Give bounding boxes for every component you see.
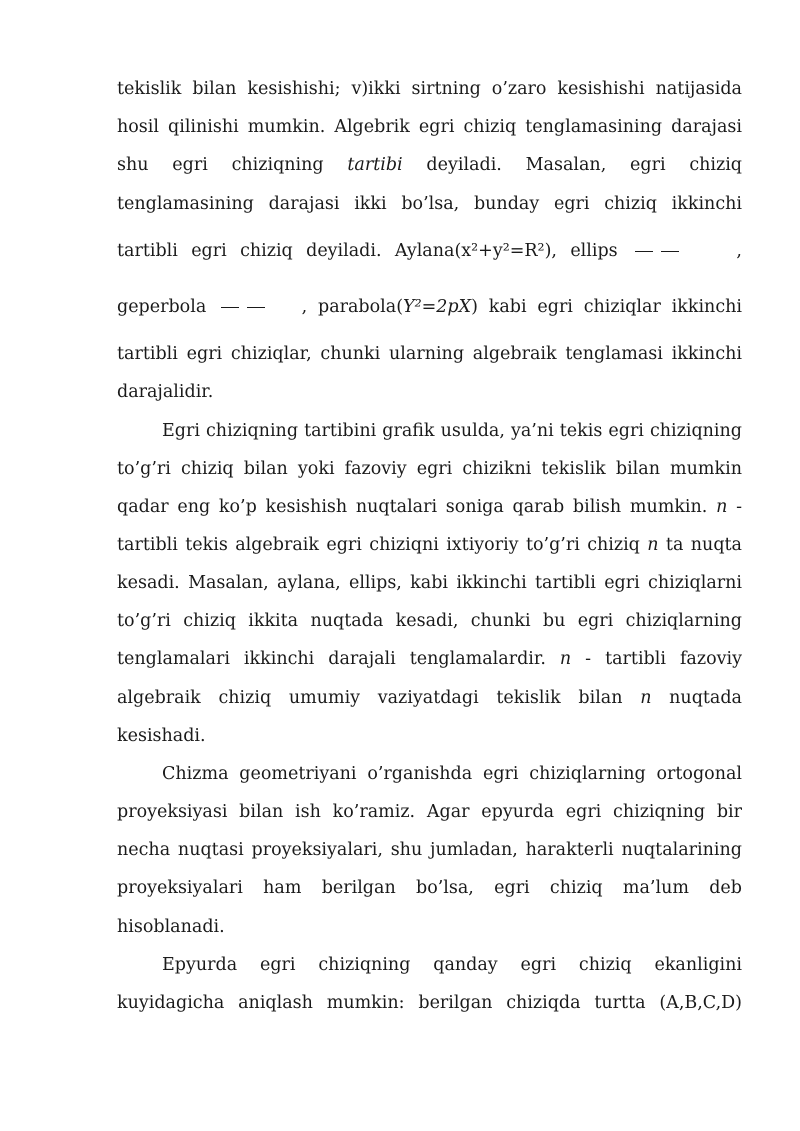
text-run: qadar eng ko’p kesishish nuqtalari soniga qarab bilish mumkin. [117, 497, 717, 517]
text-run: ) kabi egri chiziqlar ikkinchi [471, 297, 742, 317]
text-run: , [736, 241, 742, 261]
text-line: hosil qilinishi mumkin. Algebrik egri chiziq tenglamasining darajasi [117, 117, 742, 137]
text-line [117, 688, 742, 708]
text-line [117, 297, 742, 317]
paragraph-first-line: Egri chiziqning tartibini grafik usulda, ya’ni tekis egri chiziqning [162, 421, 742, 441]
term-emphasis: tartibi [347, 155, 403, 175]
variable-n: n [716, 497, 728, 517]
text-line: to’g’ri chiziq ikkita nuqtada kesadi, chunki bu egri chiziqlarning [117, 611, 742, 631]
variable-n: n [640, 688, 652, 708]
paragraph-first-line: Chizma geometriyani o’rganishda egri chiziqlarning ortogonal [162, 764, 742, 784]
text-line: hisoblanadi. [117, 917, 225, 937]
variable-n: n [559, 649, 572, 669]
text-line: tekislik bilan kesishishi; v)ikki sirtning o’zaro kesishishi natijasida [117, 79, 742, 99]
text-line [117, 497, 742, 517]
text-line: kuyidagicha aniqlash mumkin: berilgan chiziqda turtta (A,B,C,D) [117, 993, 742, 1013]
formula-emphasis: Y²=2pX [403, 297, 472, 317]
text-run: geperbola [117, 297, 207, 317]
text-line: tartibli egri chiziqlar, chunki ularning algebraik tenglamasi ikkinchi [117, 344, 742, 364]
text-run: tenglamalari ikkinchi darajali tenglamalardir. [117, 649, 560, 669]
text-line: proyeksiyasi bilan ish ko’ramiz. Agar epyurda egri chiziqning bir [117, 802, 742, 822]
text-run: ta nuqta [658, 535, 742, 555]
text-run: tartibli egri chiziq deyiladi. Aylana(x²+y²=R²), ellips [117, 241, 618, 261]
text-run: nuqtada [651, 688, 742, 708]
text-run: - [727, 497, 742, 517]
text-line: darajalidir. [117, 382, 214, 402]
paragraph-first-line: Epyurda egri chiziqning qanday egri chiziq ekanligini [162, 955, 742, 975]
fraction-bar [635, 251, 653, 252]
text-run: shu egri chiziqning [117, 155, 348, 175]
text-line [117, 535, 742, 555]
text-line [117, 649, 742, 669]
text-line: necha nuqtasi proyeksiyalari, shu jumladan, harakterli nuqtalarining [117, 840, 742, 860]
text-line: kesadi. Masalan, aylana, ellips, kabi ikkinchi tartibli egri chiziqlarni [117, 573, 742, 593]
fraction-bar [661, 251, 679, 252]
text-run: - tartibli fazoviy [571, 649, 742, 669]
text-line [117, 155, 742, 175]
fraction-bar [221, 307, 239, 308]
text-line: kesishadi. [117, 726, 206, 746]
fraction-bar [247, 307, 265, 308]
text-run: algebraik chiziq umumiy vaziyatdagi tekislik bilan [117, 688, 641, 708]
text-line: tenglamasining darajasi ikki bo’lsa, bunday egri chiziq ikkinchi [117, 194, 742, 214]
variable-n: n [647, 535, 659, 555]
text-run: deyiladi. Masalan, egri chiziq [402, 155, 743, 175]
text-run: , parabola( [301, 297, 404, 317]
text-line: to’g’ri chiziq bilan yoki fazoviy egri chizikni tekislik bilan mumkin [117, 459, 742, 479]
text-run: tartibli tekis algebraik egri chiziqni ixtiyoriy to’g’ri chiziq [117, 535, 648, 555]
text-line [117, 241, 742, 261]
text-line: proyeksiyalari ham berilgan bo’lsa, egri chiziq ma’lum deb [117, 878, 742, 898]
